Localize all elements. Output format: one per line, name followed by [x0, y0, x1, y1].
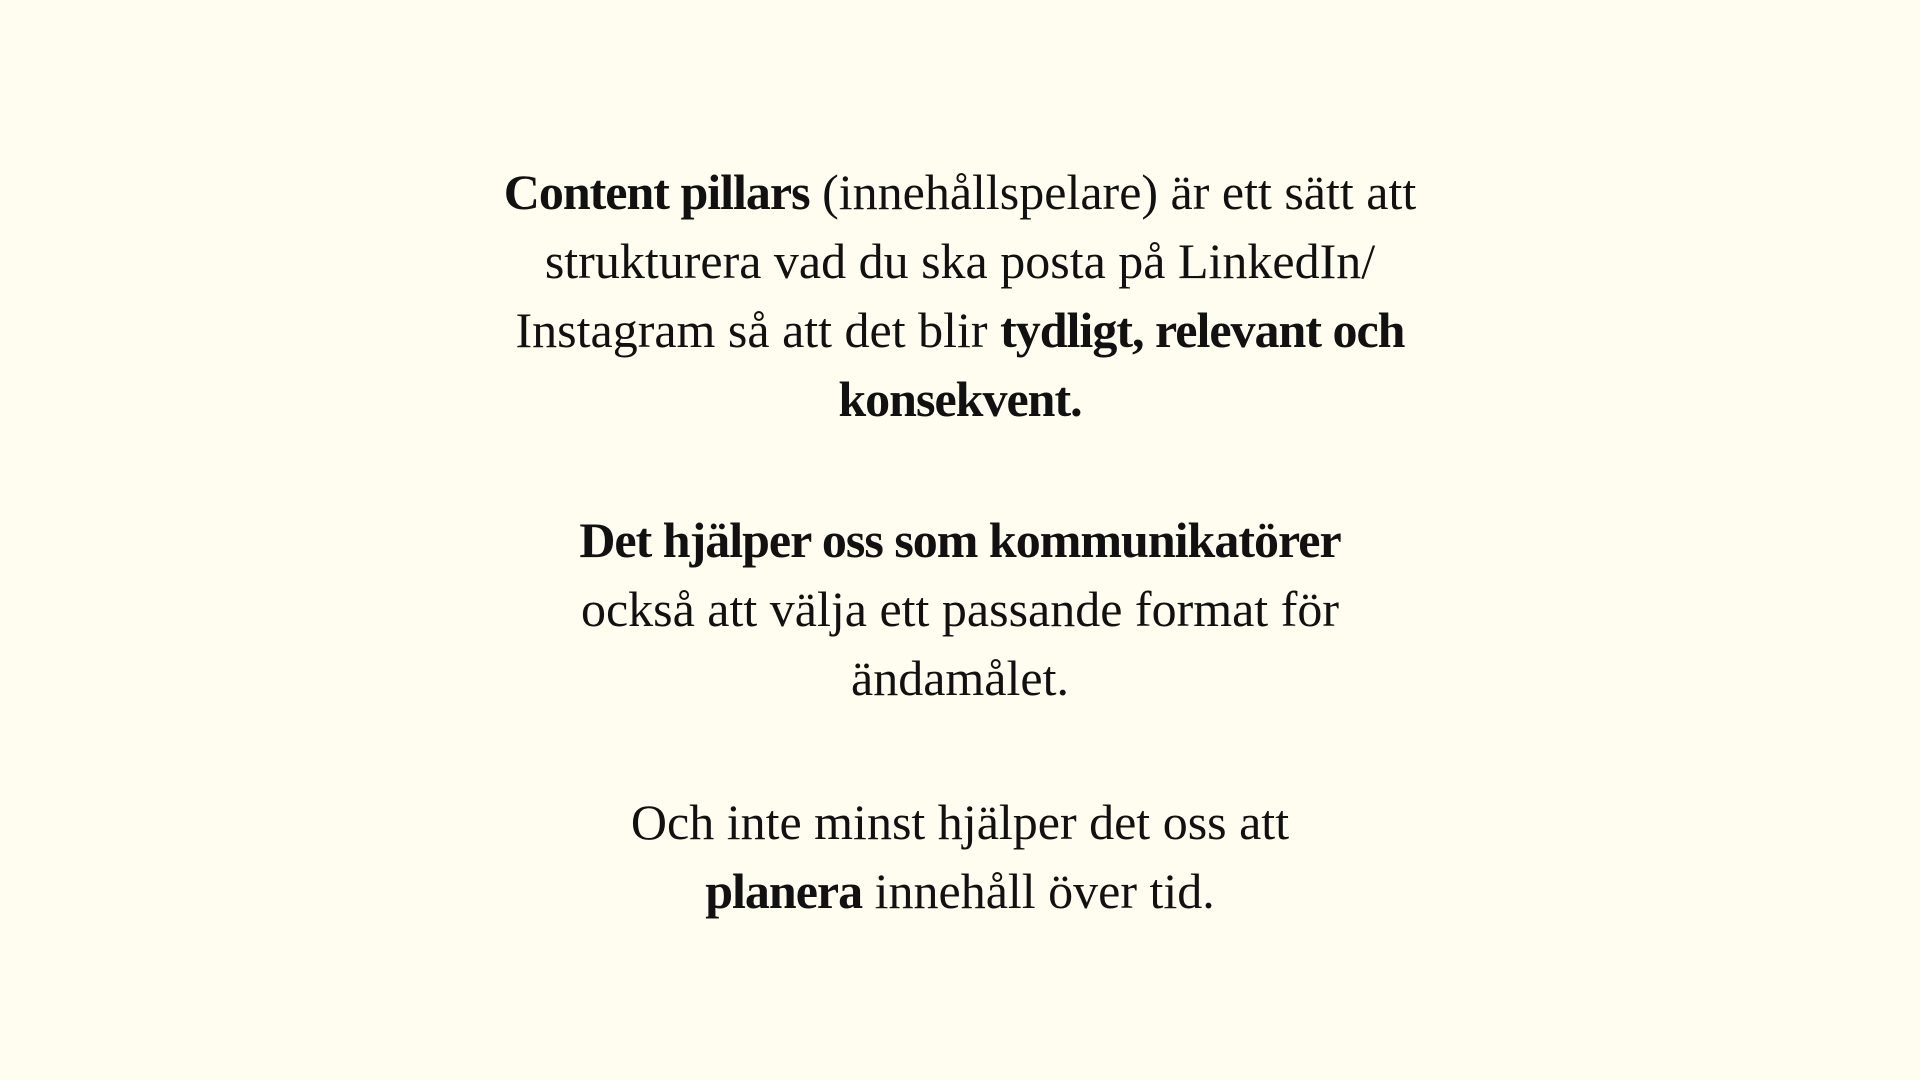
paragraph-kommunikatorer [0, 506, 1920, 713]
paragraph-3-line-2 [0, 857, 1920, 926]
paragraph-content-pillars [0, 158, 1920, 434]
emphasis-konsekvent: konsekvent. [838, 371, 1082, 427]
paragraph-2-line-3: ändamålet. [851, 650, 1069, 706]
emphasis-tydligt-relevant: tydligt, relevant och [1000, 302, 1405, 358]
paragraph-2-line-2: också att välja ett passande format för [580, 581, 1340, 637]
paragraph-1-line-2: strukturera vad du ska posta på LinkedIn/ [544, 233, 1376, 289]
emphasis-content-pillars: Content pillars [503, 164, 810, 220]
emphasis-det-hjalper-oss: Det hjälper oss som kommunikatörer [579, 512, 1341, 568]
paragraph-1-line-1 [0, 158, 1920, 227]
emphasis-planera: planera [705, 863, 863, 919]
text-innehall-over-tid: innehåll över tid. [862, 863, 1215, 919]
paragraph-3-line-1: Och inte minst hjälper det oss att [630, 794, 1290, 850]
paragraph-planera [0, 788, 1920, 926]
paragraph-1-line-3 [0, 296, 1920, 365]
text-instagram: Instagram så att det blir [515, 302, 1001, 358]
text-innehallspelare: (innehållspelare) är ett sätt att [809, 164, 1417, 220]
